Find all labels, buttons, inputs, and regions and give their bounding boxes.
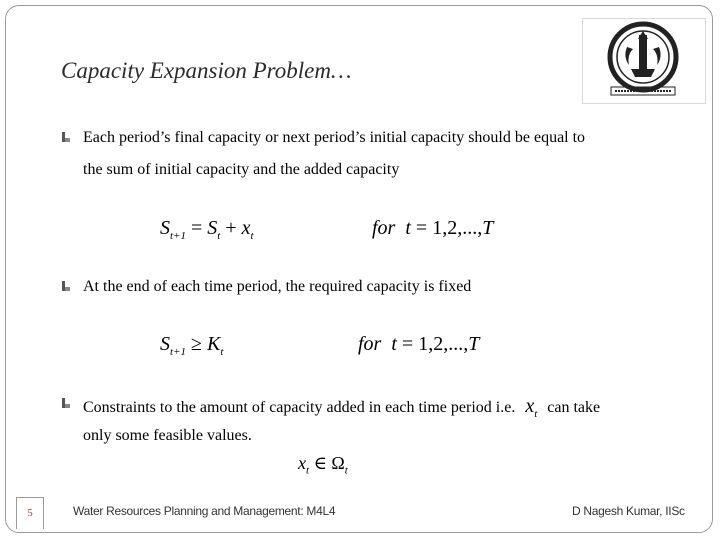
bullet-marker-icon	[62, 281, 70, 291]
bullet-1-line-2: the sum of initial capacity and the added capacity	[83, 161, 400, 178]
footer-author: D Nagesh Kumar, IISc	[572, 504, 685, 518]
bullet-3-text-before: Constraints to the amount of capacity added in each time period i.e.	[83, 399, 516, 416]
bullet-3-text-after: can take	[547, 399, 601, 416]
equation-feasible-set: $x_t$ ∈ $\Omega_t$	[298, 453, 348, 477]
bullet-marker-icon	[62, 132, 70, 142]
iisc-logo-icon	[582, 18, 706, 104]
slide-title: Capacity Expansion Problem…	[61, 58, 352, 83]
bullet-2-line-1: At the end of each time period, the required capacity is fixed	[83, 278, 472, 295]
equation-capacity-balance-range: for t = 1,2,...,T	[372, 217, 494, 239]
footer-course: Water Resources Planning and Management: M4L4	[73, 504, 336, 518]
bullet-3-line-2: only some feasible values.	[83, 427, 252, 444]
page-number-box	[16, 497, 44, 529]
inline-variable-x: $x_t$	[525, 395, 538, 420]
bullet-3-line-1	[83, 395, 600, 420]
equation-capacity-balance: $S_{t+1} = S_t + x_t$	[160, 217, 254, 242]
equation-required-capacity: $S_{t+1} \ge K_t$	[160, 333, 224, 358]
bullet-marker-icon	[62, 398, 70, 408]
bullet-1-line-1: Each period’s final capacity or next period’s initial capacity should be equal to	[83, 129, 586, 146]
page-number: 5	[27, 507, 33, 519]
equation-required-capacity-range: for t = 1,2,...,T	[358, 333, 480, 355]
